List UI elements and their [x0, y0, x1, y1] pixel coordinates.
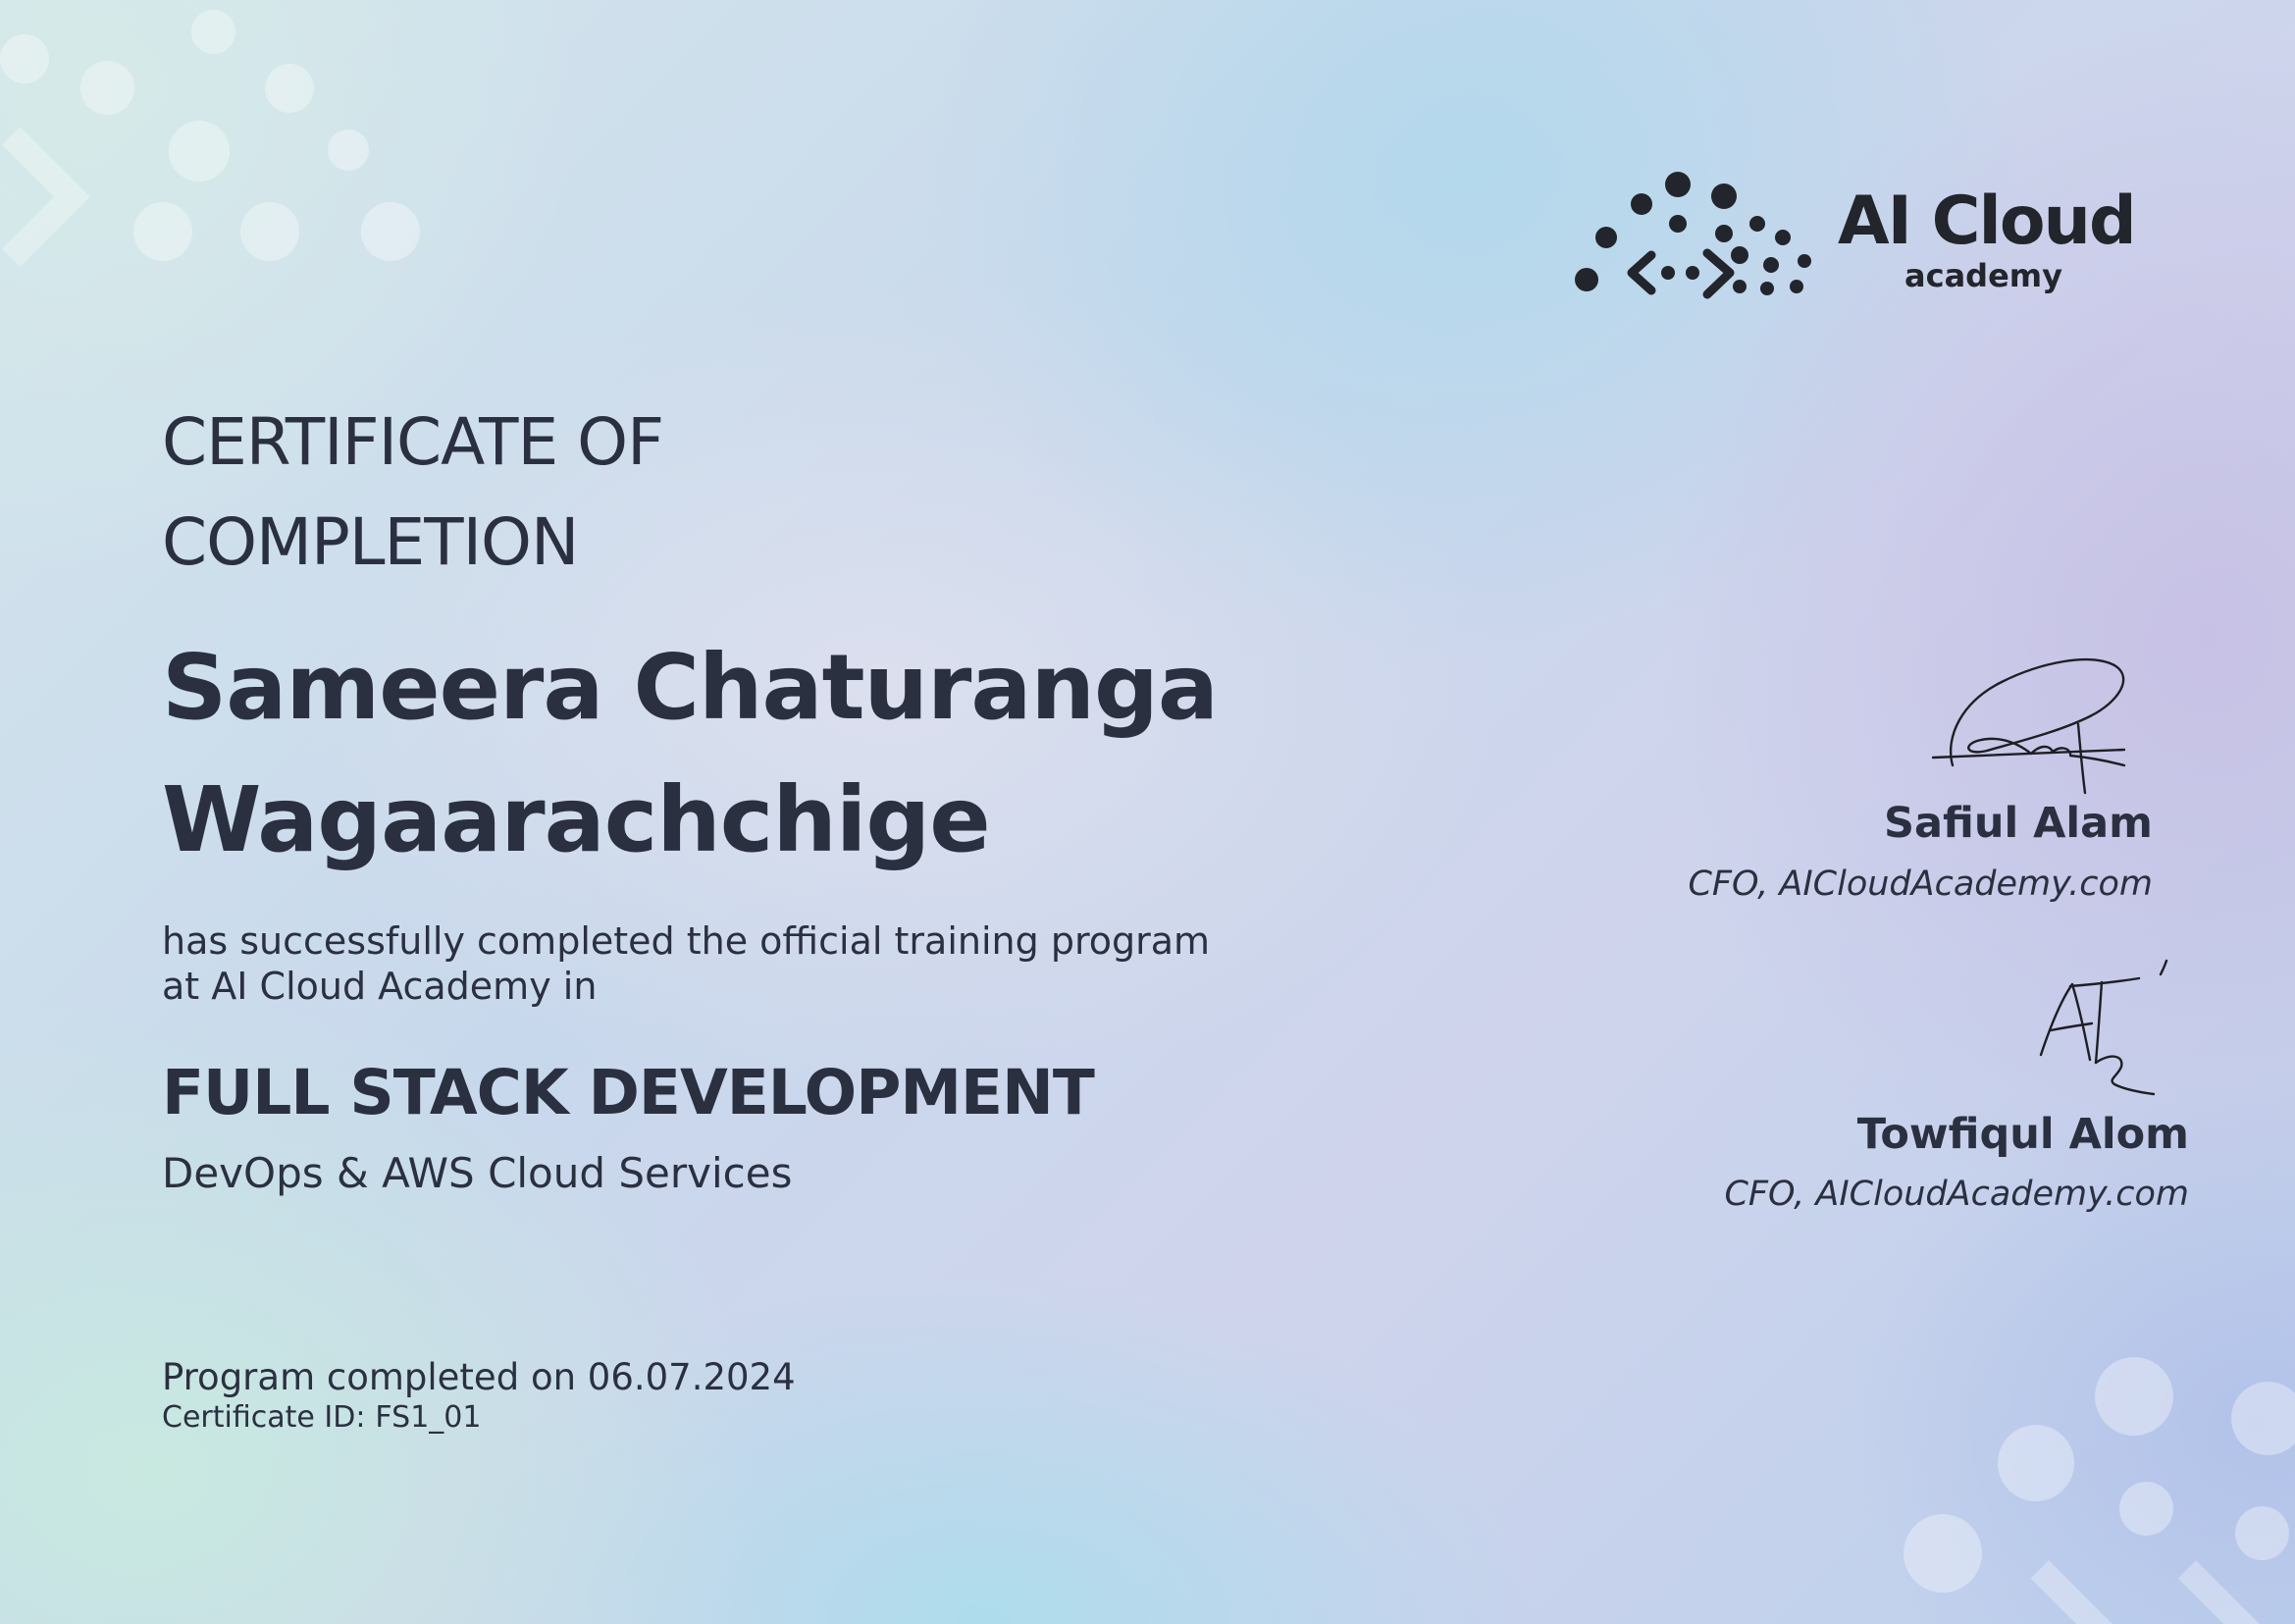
decor-bubble — [0, 34, 49, 83]
decor-bubble — [1904, 1514, 1982, 1593]
signatory-2-name: Towfiqul Alom — [1856, 1110, 2189, 1159]
signatory-1-role: CFO, AICloudAcademy.com — [1688, 864, 2153, 904]
signatory-1-name: Safiul Alam — [1883, 799, 2153, 848]
program-title: FULL STACK DEVELOPMENT — [162, 1057, 1094, 1128]
certificate-id-label: Certificate ID: — [162, 1400, 366, 1435]
signature-1-image — [1923, 648, 2139, 805]
decor-bubble — [361, 202, 420, 261]
decor-bubble — [1998, 1425, 2074, 1501]
decor-chevron — [0, 127, 90, 267]
program-subtitle: DevOps & AWS Cloud Services — [162, 1149, 793, 1197]
decor-bubble — [80, 61, 134, 115]
completion-statement-line2: at AI Cloud Academy in — [162, 965, 598, 1008]
signature-2-image — [2031, 957, 2188, 1104]
decor-bubble — [169, 121, 230, 182]
decor-bubble — [2231, 1382, 2295, 1455]
decor-bubble — [240, 202, 299, 261]
recipient-name-line2: Wagaarachchige — [162, 767, 990, 872]
logo-subtitle: academy — [1904, 257, 2062, 294]
decor-bubble — [191, 10, 235, 54]
certificate-id-value: FS1_01 — [375, 1400, 482, 1435]
ai-cloud-academy-logo — [1575, 167, 2144, 314]
decor-bubble — [2235, 1506, 2289, 1560]
logo-dots-icon — [1575, 167, 1840, 304]
certificate-heading-line2: COMPLETION — [162, 504, 579, 580]
signatory-2-role: CFO, AICloudAcademy.com — [1724, 1175, 2189, 1214]
certificate-heading-line1: CERTIFICATE OF — [162, 404, 664, 480]
decor-bubble — [265, 64, 314, 113]
recipient-name-line1: Sameera Chaturanga — [162, 635, 1218, 740]
certificate-id — [162, 1400, 482, 1435]
completion-statement-line1: has successfully completed the official training program — [162, 919, 1211, 963]
decor-chevron — [2129, 1560, 2263, 1624]
decor-bubble — [328, 130, 369, 171]
decor-bubble — [2119, 1482, 2173, 1536]
decor-bubble — [2095, 1357, 2173, 1436]
logo-title: AI Cloud — [1838, 183, 2135, 260]
completion-date: Program completed on 06.07.2024 — [162, 1356, 796, 1398]
decor-bubble — [133, 202, 192, 261]
decor-chevron — [1982, 1560, 2115, 1624]
